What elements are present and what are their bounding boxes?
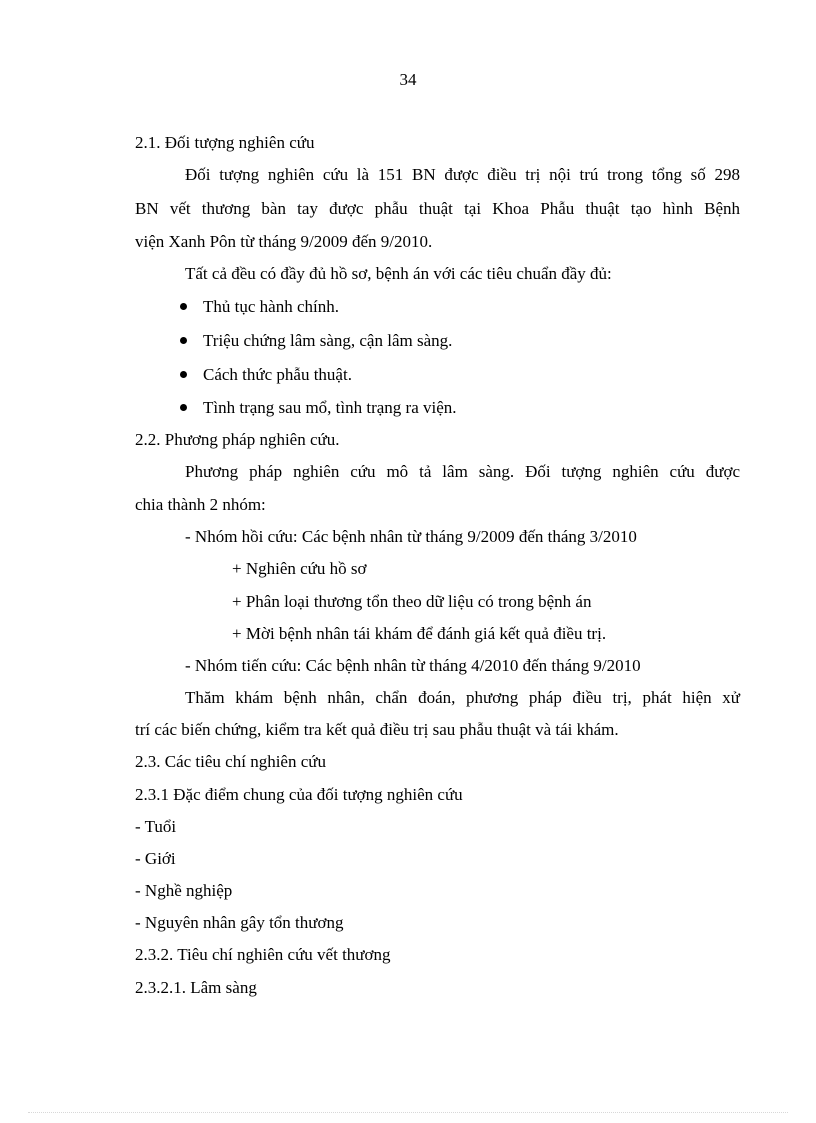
retrospective-group: - Nhóm hồi cứu: Các bệnh nhân từ tháng 9/2009 đến tháng 3/2010 xyxy=(185,527,637,546)
characteristic-item: - Nguyên nhân gây tổn thương xyxy=(135,913,344,932)
paragraph-line: chia thành 2 nhóm: xyxy=(135,495,266,514)
page-bottom-divider xyxy=(28,1112,788,1113)
heading-2-3: 2.3. Các tiêu chí nghiên cứu xyxy=(135,752,326,771)
bullet-item: Thủ tục hành chính. xyxy=(203,297,339,316)
retrospective-item: + Phân loại thương tổn theo dữ liệu có trong bệnh án xyxy=(232,592,592,611)
characteristic-item: - Tuổi xyxy=(135,817,177,836)
bullet-icon xyxy=(180,404,187,411)
prospective-group: - Nhóm tiến cứu: Các bệnh nhân từ tháng 4/2010 đến tháng 9/2010 xyxy=(185,656,641,675)
paragraph-line: Tất cả đều có đầy đủ hồ sơ, bệnh án với các tiêu chuẩn đầy đủ: xyxy=(185,264,612,283)
characteristic-item: - Nghề nghiệp xyxy=(135,881,233,900)
paragraph-line: Đối tượng nghiên cứu là 151 BN được điều trị nội trú trong tổng số 298 xyxy=(185,165,740,184)
paragraph-line: Phương pháp nghiên cứu mô tả lâm sàng. Đối tượng nghiên cứu được xyxy=(185,462,740,481)
bullet-item: Tình trạng sau mổ, tình trạng ra viện. xyxy=(203,398,457,417)
paragraph-line: Thăm khám bệnh nhân, chẩn đoán, phương pháp điều trị, phát hiện xử xyxy=(185,688,740,707)
bullet-icon xyxy=(180,337,187,344)
heading-2-3-2: 2.3.2. Tiêu chí nghiên cứu vết thương xyxy=(135,945,391,964)
heading-2-3-2-1: 2.3.2.1. Lâm sàng xyxy=(135,978,257,997)
paragraph-line: trí các biến chứng, kiểm tra kết quả điều trị sau phẫu thuật và tái khám. xyxy=(135,720,619,739)
paragraph-line: BN vết thương bàn tay được phẫu thuật tại Khoa Phẫu thuật tạo hình Bệnh xyxy=(135,199,740,218)
bullet-icon xyxy=(180,303,187,310)
retrospective-item: + Nghiên cứu hồ sơ xyxy=(232,559,367,578)
heading-2-1: 2.1. Đối tượng nghiên cứu xyxy=(135,133,315,152)
characteristic-item: - Giới xyxy=(135,849,176,868)
bullet-item: Triệu chứng lâm sàng, cận lâm sàng. xyxy=(203,331,453,350)
bullet-icon xyxy=(180,371,187,378)
page-number: 34 xyxy=(399,70,417,89)
heading-2-2: 2.2. Phương pháp nghiên cứu. xyxy=(135,430,340,449)
heading-2-3-1: 2.3.1 Đặc điểm chung của đối tượng nghiên cứu xyxy=(135,785,463,804)
bullet-item: Cách thức phẫu thuật. xyxy=(203,365,352,384)
paragraph-line: viện Xanh Pôn từ tháng 9/2009 đến 9/2010. xyxy=(135,232,433,251)
retrospective-item: + Mời bệnh nhân tái khám để đánh giá kết quả điều trị. xyxy=(232,624,607,643)
